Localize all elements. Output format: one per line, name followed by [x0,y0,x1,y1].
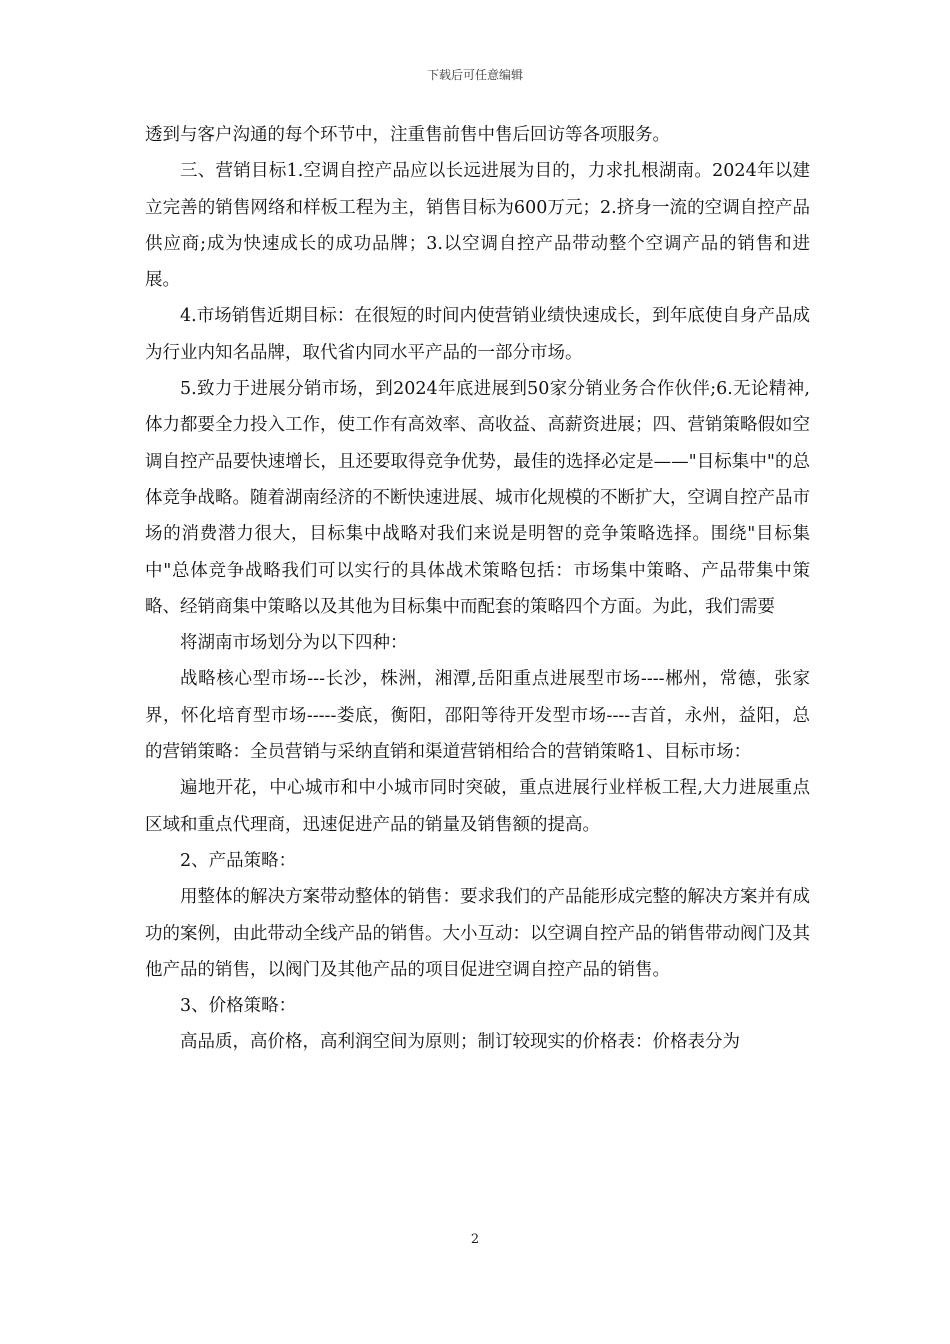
page-number: 2 [470,1232,480,1247]
paragraph: 将湖南市场划分为以下四种： [180,633,408,654]
document-body [145,117,810,1061]
paragraph: 高品质，高价格，高利润空间为原则；制订较现实的价格表：价格表分为 [180,1032,740,1053]
section-heading: 2、产品策略： [180,850,297,871]
section-heading: 3、价格策略： [180,996,297,1017]
paragraph: 透到与客户沟通的每个环节中，注重售前售中售后回访等各项服务。 [145,125,670,145]
paragraph: 遍地开花，中心城市和中小城市同时突破，重点进展行业样板工程,大力进展重点区域和重点代理商，迅速促进产品的销量及销售额的提高。 [145,778,810,835]
paragraph: 4.市场销售近期目标：在很短的时间内使营销业绩快速成长，到年底使自身产品成为行业内知名品牌，取代省内同水平产品的一部分市场。 [145,306,810,363]
paragraph: 三、营销目标1.空调自控产品应以长远进展为目的，力求扎根湖南。2024年以建立完善的销售网络和样板工程为主，销售目标为600万元；2.挤身一流的空调自控产品供应商;成为快速成长的成功品牌；3.以空调自控产品带动整个空调产品的销售和进展。 [145,161,810,291]
paragraph: 战略核心型市场---长沙，株洲，湘潭,岳阳重点进展型市场----郴州，常德，张家界，怀化培育型市场-----娄底，衡阳，邵阳等待开发型市场----吉首，永州，益阳，总的营销策略：全员营销与采纳直销和渠道营销相给合的营销策略1、目标市场： [145,669,810,763]
page-header: 下载后可任意编辑 [426,68,523,82]
paragraph: 5.致力于进展分销市场，到2024年底进展到50家分销业务合作伙伴;6.无论精神,体力都要全力投入工作，使工作有高效率、高收益、高薪资进展；四、营销策略假如空调自控产品要快速增长，且还要取得竞争优势，最佳的选择必定是——"目标集中"的总体竞争战略。随着湖南经济的不断快速进展、城市化规模的不断扩大，空调自控产品市场的消费潜力很大，目标集中战略对我们来说是明智的竞争策略选择。围绕"目标集中"总体竞争战略我们可以实行的具体战术策略包括：市场集中策略、产品带集中策略、经销商集中策略以及其他为目标集中而配套的策略四个方面。为此，我们需要 [145,379,810,617]
paragraph: 用整体的解决方案带动整体的销售：要求我们的产品能形成完整的解决方案并有成功的案例，由此带动全线产品的销售。大小互动：以空调自控产品的销售带动阀门及其他产品的销售，以阀门及其他产品的项目促进空调自控产品的销售。 [145,887,810,980]
